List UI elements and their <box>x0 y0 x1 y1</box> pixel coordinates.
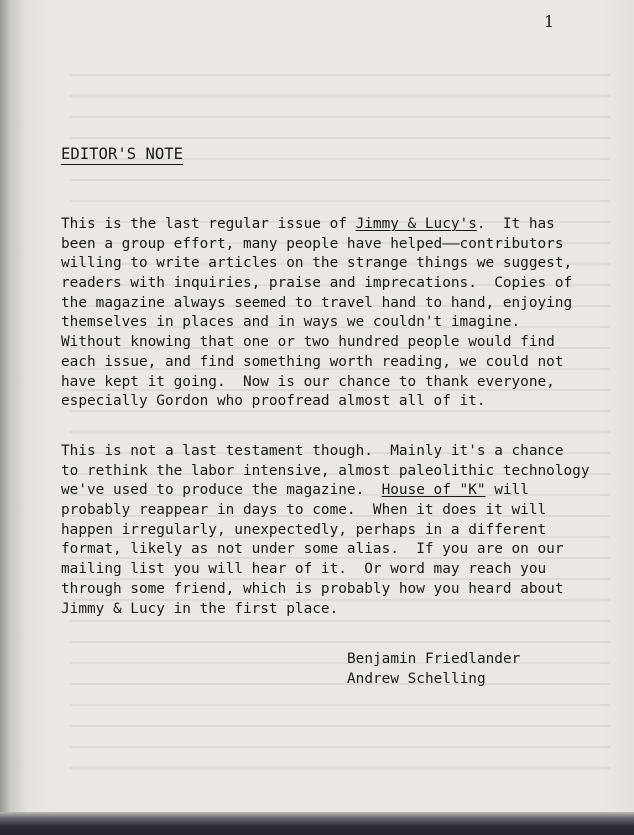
paragraph-line <box>61 215 621 235</box>
text-segment: . It has <box>476 216 555 232</box>
page-bottom-edge <box>0 812 634 835</box>
magazine-title-house-of-k: House of "K" <box>381 482 486 499</box>
text-segment: This is the last regular issue of <box>61 216 356 232</box>
paragraph-line: the magazine always seemed to travel hand to hand, enjoying <box>61 294 573 311</box>
page-number: 1 <box>544 12 555 31</box>
paragraph-line: each issue, and find something worth reading, we could not <box>61 353 564 370</box>
paragraph-line: happen irregularly, unexpectedly, perhaps in a different <box>61 521 547 538</box>
paragraph-line: probably reappear in days to come. When it does it will <box>61 502 547 519</box>
paragraph-line: readers with inquiries, praise and imprecations. Copies of <box>61 275 573 292</box>
text-segment: will <box>485 482 529 499</box>
paragraph-2 <box>61 442 621 619</box>
paragraph-line <box>61 481 621 501</box>
paragraph-line: been a group effort, many people have helped——contributors <box>61 235 564 252</box>
paragraph-line: themselves in places and in ways we couldn't imagine. <box>61 314 521 331</box>
paragraph-line: especially Gordon who proofread almost all of it. <box>61 393 486 410</box>
paragraph-line: mailing list you will hear of it. Or word may reach you <box>61 561 547 578</box>
paragraph-line: willing to write articles on the strange things we suggest, <box>61 255 573 272</box>
paragraph-line: This is not a last testament though. Mainly it's a chance <box>61 443 564 459</box>
editors-note-heading: EDITOR'S NOTE <box>61 145 184 163</box>
signature-benjamin-friedlander: Benjamin Friedlander <box>347 651 521 667</box>
paragraph-line: Jimmy & Lucy in the first place. <box>61 600 339 617</box>
bleed-through-text <box>70 60 610 780</box>
paragraph-1 <box>61 215 621 412</box>
paragraph-line: have kept it going. Now is our chance to thank everyone, <box>61 373 555 390</box>
paragraph-line: through some friend, which is probably how you heard about <box>61 580 564 597</box>
paragraph-line: Without knowing that one or two hundred people would find <box>61 334 555 351</box>
magazine-title-jimmy-lucys: Jimmy & Lucy's <box>355 216 477 232</box>
paragraph-line: to rethink the labor intensive, almost paleolithic technology <box>61 462 590 479</box>
paragraph-line: format, likely as not under some alias. If you are on our <box>61 541 564 558</box>
signature-andrew-schelling: Andrew Schelling <box>347 671 486 687</box>
text-segment: we've used to produce the magazine. <box>61 482 382 499</box>
